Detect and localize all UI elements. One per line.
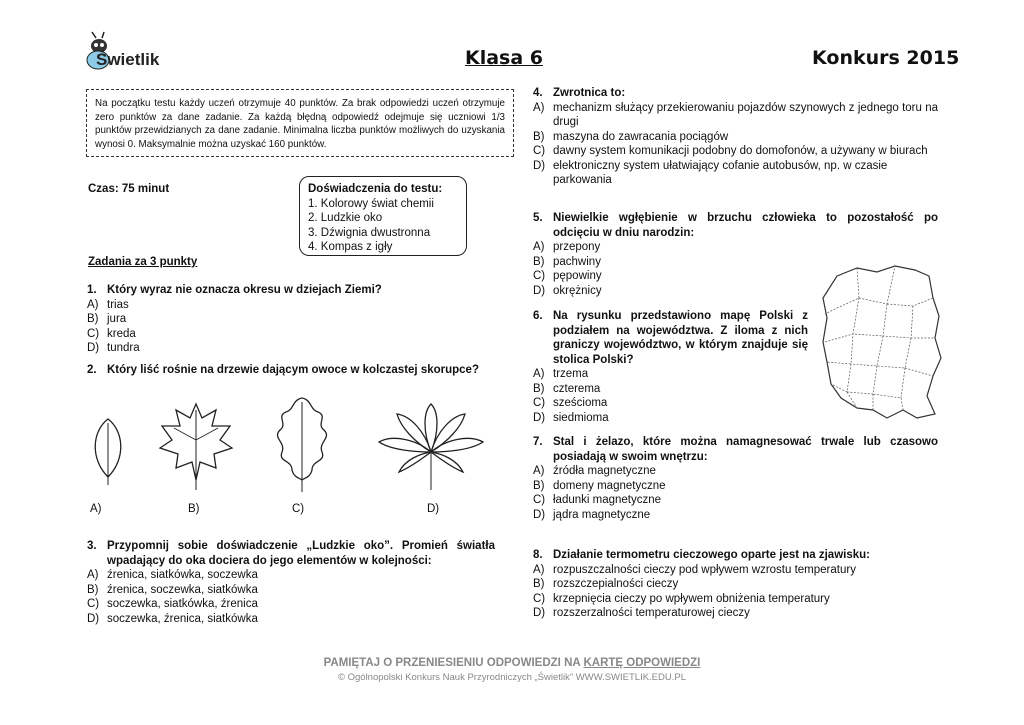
option-letter: B) xyxy=(533,578,545,590)
answer-option[interactable] xyxy=(533,396,808,411)
option-letter: C) xyxy=(87,598,100,610)
experiment-item: 1. Kolorowy świat chemii xyxy=(308,197,434,210)
leaf-c-image xyxy=(272,394,332,494)
answer-sheet-link[interactable]: KARTĘ ODPOWIEDZI xyxy=(583,657,701,669)
option-letter: D) xyxy=(533,411,546,424)
leaf-label-d: D) xyxy=(427,503,440,515)
option-text: siedmioma xyxy=(553,411,609,424)
answer-option[interactable] xyxy=(533,577,938,592)
option-text: sześcioma xyxy=(553,397,608,409)
option-text: pachwiny xyxy=(553,255,601,268)
option-text: mechanizm służący przekierowaniu pojazdów szynowych z jednego toru na drugi xyxy=(553,101,938,128)
answer-option[interactable] xyxy=(87,327,507,342)
option-text: czterema xyxy=(553,382,601,395)
poland-map-image xyxy=(817,258,947,433)
experiment-item: 3. Dźwignia dwustronna xyxy=(308,226,431,239)
question-1 xyxy=(87,283,507,356)
question-4 xyxy=(533,86,938,188)
answer-option[interactable] xyxy=(87,568,495,583)
answer-option[interactable] xyxy=(533,411,808,426)
question-text: Który wyraz nie oznacza okresu w dziejach Ziemi? xyxy=(107,284,382,296)
option-letter: C) xyxy=(533,270,546,282)
option-text: elektroniczny system ułatwiający cofanie autobusów, np. w czasie parkowania xyxy=(553,159,888,186)
question-text: Niewielkie wgłębienie w brzuchu człowieka to pozostałość po odcięciu w dniu narodzin: xyxy=(553,212,938,239)
option-text: rozszerzalności temperaturowej cieczy xyxy=(553,607,750,619)
footer-reminder xyxy=(0,657,1024,669)
answer-option[interactable] xyxy=(533,101,938,130)
question-number: 1. xyxy=(87,284,97,296)
option-text: trzema xyxy=(553,368,589,380)
answer-option[interactable] xyxy=(533,493,938,508)
experiment-item: 2. Ludzkie oko xyxy=(308,212,383,224)
question-6 xyxy=(533,309,808,425)
question-number: 6. xyxy=(533,310,543,322)
option-letter: D) xyxy=(533,284,546,297)
option-letter: A) xyxy=(87,569,99,581)
option-text: tundra xyxy=(107,342,140,354)
footer-reminder-text: PAMIĘTAJ O PRZENIESIENIU ODPOWIEDZI NA xyxy=(323,657,584,669)
option-text: pępowiny xyxy=(553,270,602,282)
option-letter: C) xyxy=(533,494,546,506)
answer-option[interactable] xyxy=(533,367,808,382)
leaf-label-c: C) xyxy=(292,503,305,515)
option-text: źrenica, siatkówka, soczewka xyxy=(107,569,258,581)
question-number: 5. xyxy=(533,212,543,224)
footer-copyright: © Ogólnopolski Konkurs Nauk Przyrodniczych „Świetlik” WWW.SWIETLIK.EDU.PL xyxy=(337,672,687,683)
experiment-item: 4. Kompas z igły xyxy=(308,241,393,253)
question-7 xyxy=(533,435,938,522)
leaf-label-b: B) xyxy=(188,503,200,515)
experiments-title: Doświadczenia do testu: xyxy=(308,183,443,195)
question-text: Przypomnij sobie doświadczenie „Ludzkie oko”. Promień światła wpadający do oka dociera do jego elementów w kolejności: xyxy=(107,540,495,567)
leaf-a-image xyxy=(88,417,128,487)
option-letter: B) xyxy=(533,479,545,492)
rules-text: Na początku testu każdy uczeń otrzymuje 40 punktów. Za brak odpowiedzi uczeń otrzymuje zero punktów za dane zadanie. Za każdą błędną odpowiedź odejmuje się uczniowi 1/3 punktów przewidzianych za dane zadanie. Minimalna liczba punktów możliwych do uzyskania wynosi 0. Maksymalnie można uzyskać 160 punktów. xyxy=(95,98,505,150)
question-text: Stal i żelazo, które można namagnesować trwale lub czasowo posiadają w swoim wnętrzu: xyxy=(553,436,938,463)
question-text: Zwrotnica to: xyxy=(553,87,626,99)
option-letter: A) xyxy=(533,368,545,380)
answer-option[interactable] xyxy=(533,464,938,479)
option-text: krzepnięcia cieczy po wpływem obniżenia temperatury xyxy=(553,592,830,605)
option-text: rozpuszczalności cieczy pod wpływem wzrostu temperatury xyxy=(553,563,856,576)
option-text: przepony xyxy=(553,241,601,253)
option-letter: C) xyxy=(533,592,546,605)
answer-option[interactable] xyxy=(533,159,938,188)
answer-option[interactable] xyxy=(87,612,495,627)
question-number: 2. xyxy=(87,364,97,376)
answer-option[interactable] xyxy=(87,298,507,313)
leaf-d-image xyxy=(375,402,487,492)
option-text: jura xyxy=(107,313,127,325)
question-number: 7. xyxy=(533,436,543,448)
answer-option[interactable] xyxy=(533,563,938,578)
experiments-box xyxy=(299,176,467,256)
question-text: Który liść rośnie na drzewie dającym owoce w kolczastej skorupce? xyxy=(107,364,479,376)
question-2 xyxy=(87,363,507,378)
option-letter: D) xyxy=(533,159,546,172)
option-letter: C) xyxy=(533,397,546,409)
logo xyxy=(82,30,162,74)
option-text: źrenica, soczewka, siatkówka xyxy=(107,583,258,596)
option-text: jądra magnetyczne xyxy=(553,508,651,521)
contest-title: Konkurs 2015 xyxy=(812,47,960,69)
option-text: soczewka, źrenica, siatkówka xyxy=(107,612,258,625)
leaf-b-image xyxy=(158,400,234,492)
option-text: źródła magnetyczne xyxy=(553,465,656,477)
answer-option[interactable] xyxy=(533,592,938,607)
answer-option[interactable] xyxy=(87,341,507,356)
option-text: maszyna do zawracania pociągów xyxy=(553,130,729,143)
question-text: Działanie termometru cieczowego oparte jest na zjawisku: xyxy=(553,549,870,561)
option-letter: A) xyxy=(533,241,545,253)
option-text: okrężnicy xyxy=(553,284,602,297)
section-title: Zadania za 3 punkty xyxy=(88,256,198,268)
option-text: rozszczepialności cieczy xyxy=(553,578,679,590)
class-title: Klasa 6 xyxy=(465,47,544,69)
option-text: trias xyxy=(107,298,129,311)
option-letter: B) xyxy=(533,382,545,395)
leaf-label-a: A) xyxy=(90,503,102,515)
option-letter: C) xyxy=(87,327,100,340)
option-letter: B) xyxy=(533,130,545,143)
time-limit: Czas: 75 minut xyxy=(88,183,170,195)
option-text: kreda xyxy=(107,327,136,340)
answer-option[interactable] xyxy=(87,312,507,327)
rules-box xyxy=(86,89,514,157)
question-number: 3. xyxy=(87,540,97,552)
answer-option[interactable] xyxy=(533,240,938,255)
option-letter: A) xyxy=(87,298,99,311)
logo-text: Świetlik xyxy=(96,50,160,69)
answer-option[interactable] xyxy=(533,144,938,159)
answer-option[interactable] xyxy=(533,382,808,397)
option-text: dawny system komunikacji podobny do domofonów, a używany w biurach xyxy=(553,145,928,157)
option-text: ładunki magnetyczne xyxy=(553,494,662,506)
question-text: Na rysunku przedstawiono mapę Polski z podziałem na województwa. Z iloma z nich graniczy województwo, w którym znajduje się stolica Polski? xyxy=(553,310,808,366)
answer-option[interactable] xyxy=(533,508,938,523)
answer-option[interactable] xyxy=(87,583,495,598)
option-text: domeny magnetyczne xyxy=(553,479,666,492)
question-3 xyxy=(87,539,495,626)
option-letter: C) xyxy=(533,145,546,157)
question-number: 8. xyxy=(533,549,543,561)
option-letter: A) xyxy=(533,101,545,114)
option-text: soczewka, siatkówka, źrenica xyxy=(107,598,258,610)
option-letter: B) xyxy=(87,313,99,325)
answer-option[interactable] xyxy=(533,479,938,494)
option-letter: D) xyxy=(533,607,546,619)
option-letter: B) xyxy=(533,255,545,268)
question-number: 4. xyxy=(533,87,543,99)
answer-option[interactable] xyxy=(533,130,938,145)
question-8 xyxy=(533,548,938,621)
option-letter: A) xyxy=(533,563,545,576)
option-letter: D) xyxy=(533,508,546,521)
option-letter: D) xyxy=(87,612,100,625)
option-letter: A) xyxy=(533,465,545,477)
answer-option[interactable] xyxy=(533,606,938,621)
option-letter: B) xyxy=(87,583,99,596)
option-letter: D) xyxy=(87,342,100,354)
answer-option[interactable] xyxy=(87,597,495,612)
